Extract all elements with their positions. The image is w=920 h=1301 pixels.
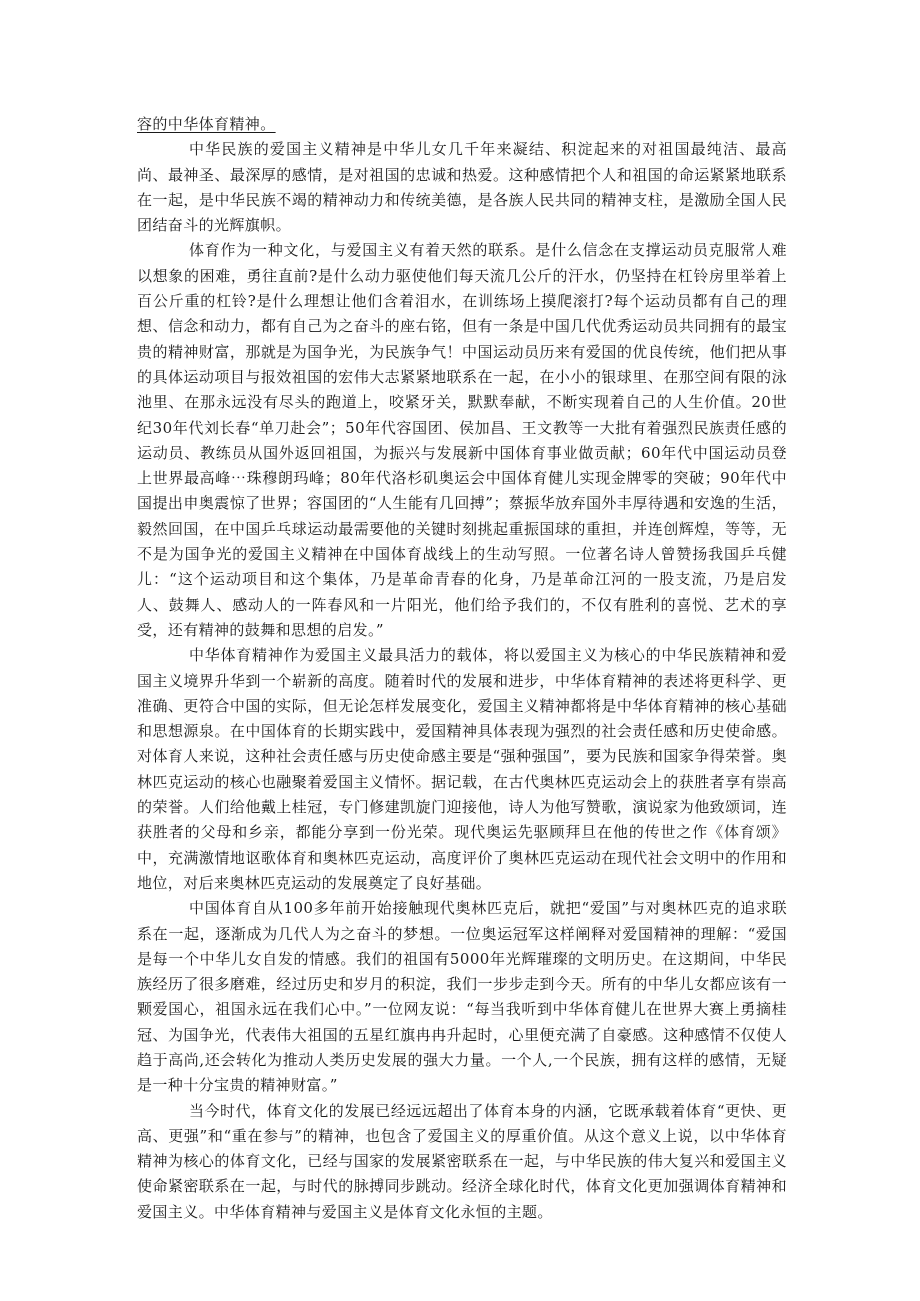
paragraph-olympic-dream: 中国体育自从100多年前开始接触现代奥林匹克后，就把“爱国”与对奥林匹克的追求联系在一起，逐渐成为几代人为之奋斗的梦想。一位奥运冠军这样阐释对爱国精神的理解：“爱国是每一个中华儿女自发的情感。我们的祖国有5000年光辉璀璨的文明历史。在这期间，中华民族经历了很多磨难，经过历史和岁月的积淀，我们一步步走到今天。所有的中华儿女都应该有一颗爱国心，祖国永远在我们心中。”一位网友说：“每当我听到中华体育健儿在世界大赛上勇摘桂冠、为国争光，代表伟大祖国的五星红旗冉冉升起时，心里便充满了自豪感。这种感情不仅使人趋于高尚,还会转化为推动人类历史发展的强大力量。一个人,一个民族，拥有这样的感情，无疑是一种十分宝贵的精神财富。”	[137, 899, 787, 1095]
lead-fragment: 容的中华体育精神。	[137, 115, 276, 133]
paragraph-modern-sport-culture: 当今时代，体育文化的发展已经远远超出了体育本身的内涵，它既承载着体育“更快、更高、更强”和“重在参与”的精神，也包含了爱国主义的厚重价值。从这个意义上说，以中华体育精神为核心的体育文化，已经与国家的发展紧密联系在一起，与中华民族的伟大复兴和爱国主义使命紧密联系在一起，与时代的脉搏同步跳动。经济全球化时代，体育文化更加强调体育精神和爱国主义。中华体育精神与爱国主义是体育文化永恒的主题。	[137, 1101, 787, 1221]
paragraph-patriotism-definition: 中华民族的爱国主义精神是中华儿女几千年来凝结、积淀起来的对祖国最纯洁、最高尚、最神圣、最深厚的感情，是对祖国的忠诚和热爱。这种感情把个人和祖国的命运紧紧地联系在一起，是中华民族不竭的精神动力和传统美德，是各族人民共同的精神支柱，是激励全国人民团结奋斗的光辉旗帜。	[137, 140, 787, 235]
paragraph-sport-and-patriotism: 体育作为一种文化，与爱国主义有着天然的联系。是什么信念在支撑运动员克服常人难以想象的困难，勇往直前?是什么动力驱使他们每天流几公斤的汗水，仍坚持在杠铃房里举着上百公斤重的杠铃?是什么理想让他们含着泪水，在训练场上摸爬滚打?每个运动员都有自己的理想、信念和动力，都有自己为之奋斗的座右铭，但有一条是中国几代优秀运动员共同拥有的最宝贵的精神财富，那就是为国争光，为民族争气！中国运动员历来有爱国的优良传统，他们把从事的具体运动项目与报效祖国的宏伟大志紧紧地联系在一起，在小小的银球里、在那空间有限的泳池里、在那永远没有尽头的跑道上，咬紧牙关，默默奉献，不断实现着自己的人生价值。20世纪30年代刘长春“单刀赴会”；50年代容国团、侯加昌、王文教等一大批有着强烈民族责任感的运动员、教练员从国外返回祖国，为振兴与发展新中国体育事业做贡献；60年代中国运动员登上世界最高峰⋯珠穆朗玛峰；80年代洛杉矶奥运会中国体育健儿实现金牌零的突破；90年代中国提出申奥震惊了世界；容国团的“人生能有几回搏”；蔡振华放弃国外丰厚待遇和安逸的生活，毅然回国，在中国乒乓球运动最需要他的关键时刻挑起重振国球的重担，并连创辉煌，等等，无不是为国争光的爱国主义精神在中国体育战线上的生动写照。一位著名诗人曾赞扬我国乒乓健儿：“这个运动项目和这个集体，乃是革命青春的化身，乃是革命江河的一股支流，乃是启发人、鼓舞人、感动人的一阵春风和一片阳光，他们给予我们的，不仅有胜利的喜悦、艺术的享受，还有精神的鼓舞和思想的启发。”	[137, 241, 787, 639]
document-body	[137, 112, 787, 1225]
paragraph-sport-spirit-carrier: 中华体育精神作为爱国主义最具活力的载体，将以爱国主义为核心的中华民族精神和爱国主义境界升华到一个崭新的高度。随着时代的发展和进步，中华体育精神的表述将更科学、更准确、更符合中国的实际，但无论怎样发展变化，爱国主义精神都将是中华体育精神的核心基础和思想源泉。在中国体育的长期实践中，爱国精神具体表现为强烈的社会责任感和历史使命感。对体育人来说，这种社会责任感与历史使命感主要是“强种强国”，要为民族和国家争得荣誉。奥林匹克运动的核心也融聚着爱国主义情怀。据记载，在古代奥林匹克运动会上的获胜者享有崇高的荣誉。人们给他戴上桂冠，专门修建凯旋门迎接他，诗人为他写赞歌，演说家为他致颂词，连获胜者的父母和乡亲，都能分享到一份光荣。现代奥运先驱顾拜旦在他的传世之作《体育颂》中，充满激情地讴歌体育和奥林匹克运动，高度评价了奥林匹克运动在现代社会文明中的作用和地位，对后来奥林匹克运动的发展奠定了良好基础。	[137, 646, 787, 892]
